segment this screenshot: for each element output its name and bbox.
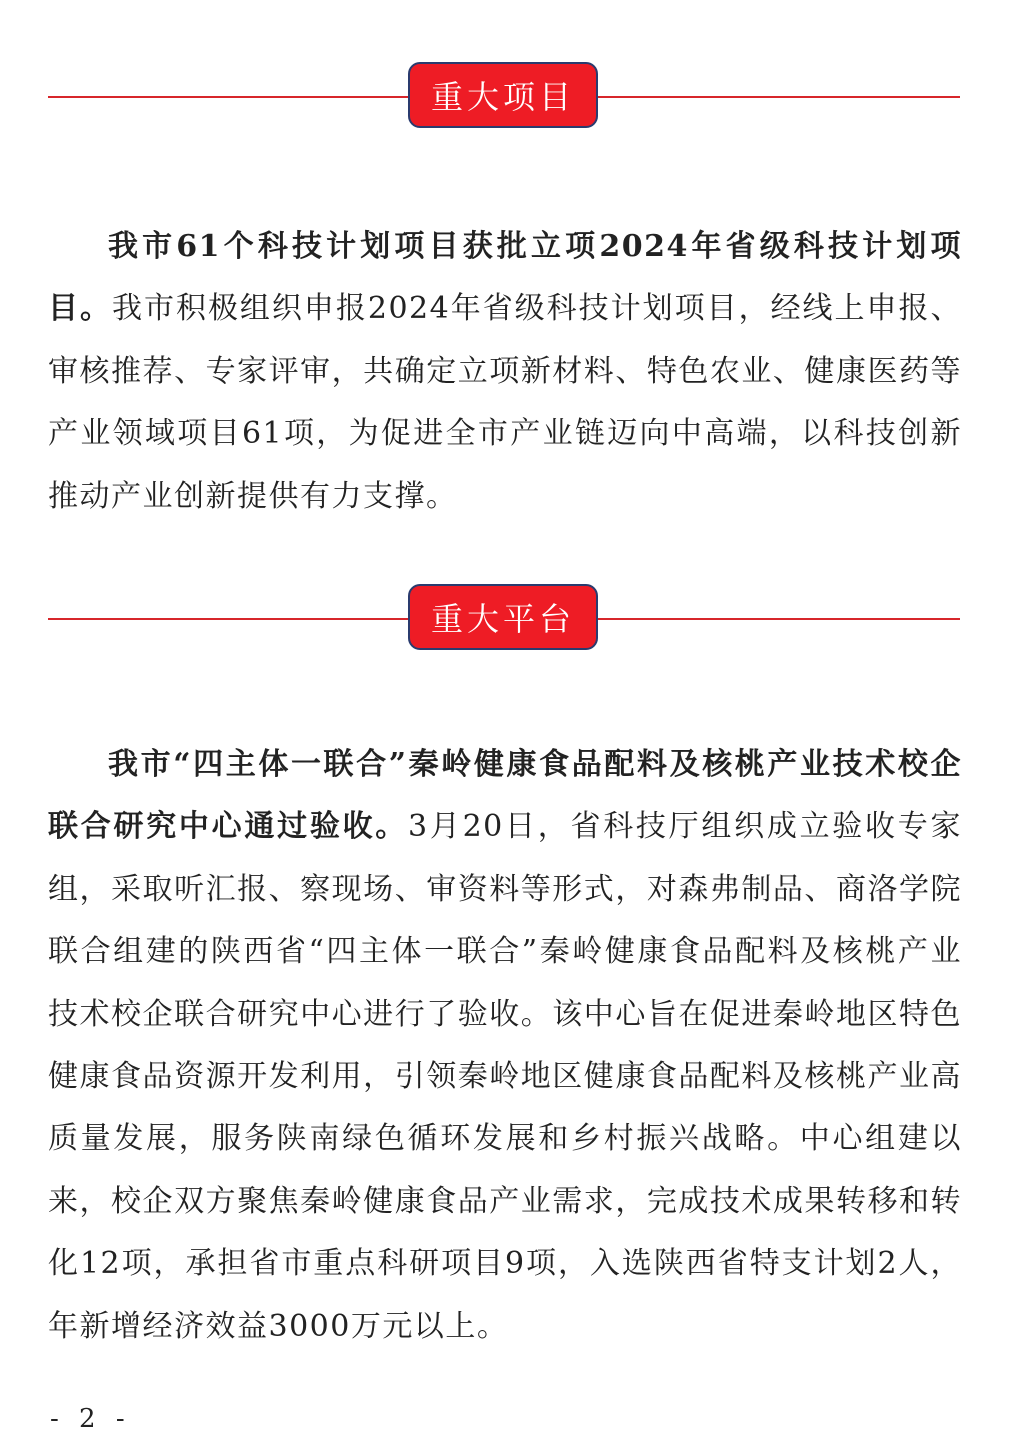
section-header-major-platforms — [48, 584, 960, 654]
page-number: - 2 - — [50, 1404, 131, 1434]
section-badge: 重大项目 — [408, 62, 598, 128]
section-badge: 重大平台 — [408, 584, 598, 650]
article-body: 3月20日，省科技厅组织成立验收专家组，采取听汇报、察现场、审资料等形式，对森弗制品、商洛学院联合组建的陕西省“四主体一联合”秦岭健康食品配料及核桃产业技术校企联合研究中心进行了验收。该中心旨在促进秦岭地区特色健康食品资源开发利用，引领秦岭地区健康食品配料及核桃产业高质量发展，服务陕南绿色循环发展和乡村振兴战略。中心组建以来，校企双方聚焦秦岭健康食品产业需求，完成技术成果转移和转化12项，承担省市重点科研项目9项，入选陕西省特支计划2人，年新增经济效益3000万元以上。 — [48, 809, 963, 1344]
article-lead: 我市“四主体一联合”秦岭健康食品配料及核桃产业技术校企联合研究中心通过验收。 — [48, 747, 962, 845]
article-paragraph — [48, 216, 962, 528]
article-paragraph — [48, 734, 962, 1358]
section-header-major-projects — [48, 62, 960, 132]
article-lead: 我市61个科技计划项目获批立项2024年省级科技计划项目。 — [48, 229, 962, 327]
article-body: 我市积极组织申报2024年省级科技计划项目，经线上申报、审核推荐、专家评审，共确定立项新材料、特色农业、健康医药等产业领域项目61项，为促进全市产业链迈向中高端，以科技创新推动产业创新提供有力支撑。 — [48, 291, 962, 514]
